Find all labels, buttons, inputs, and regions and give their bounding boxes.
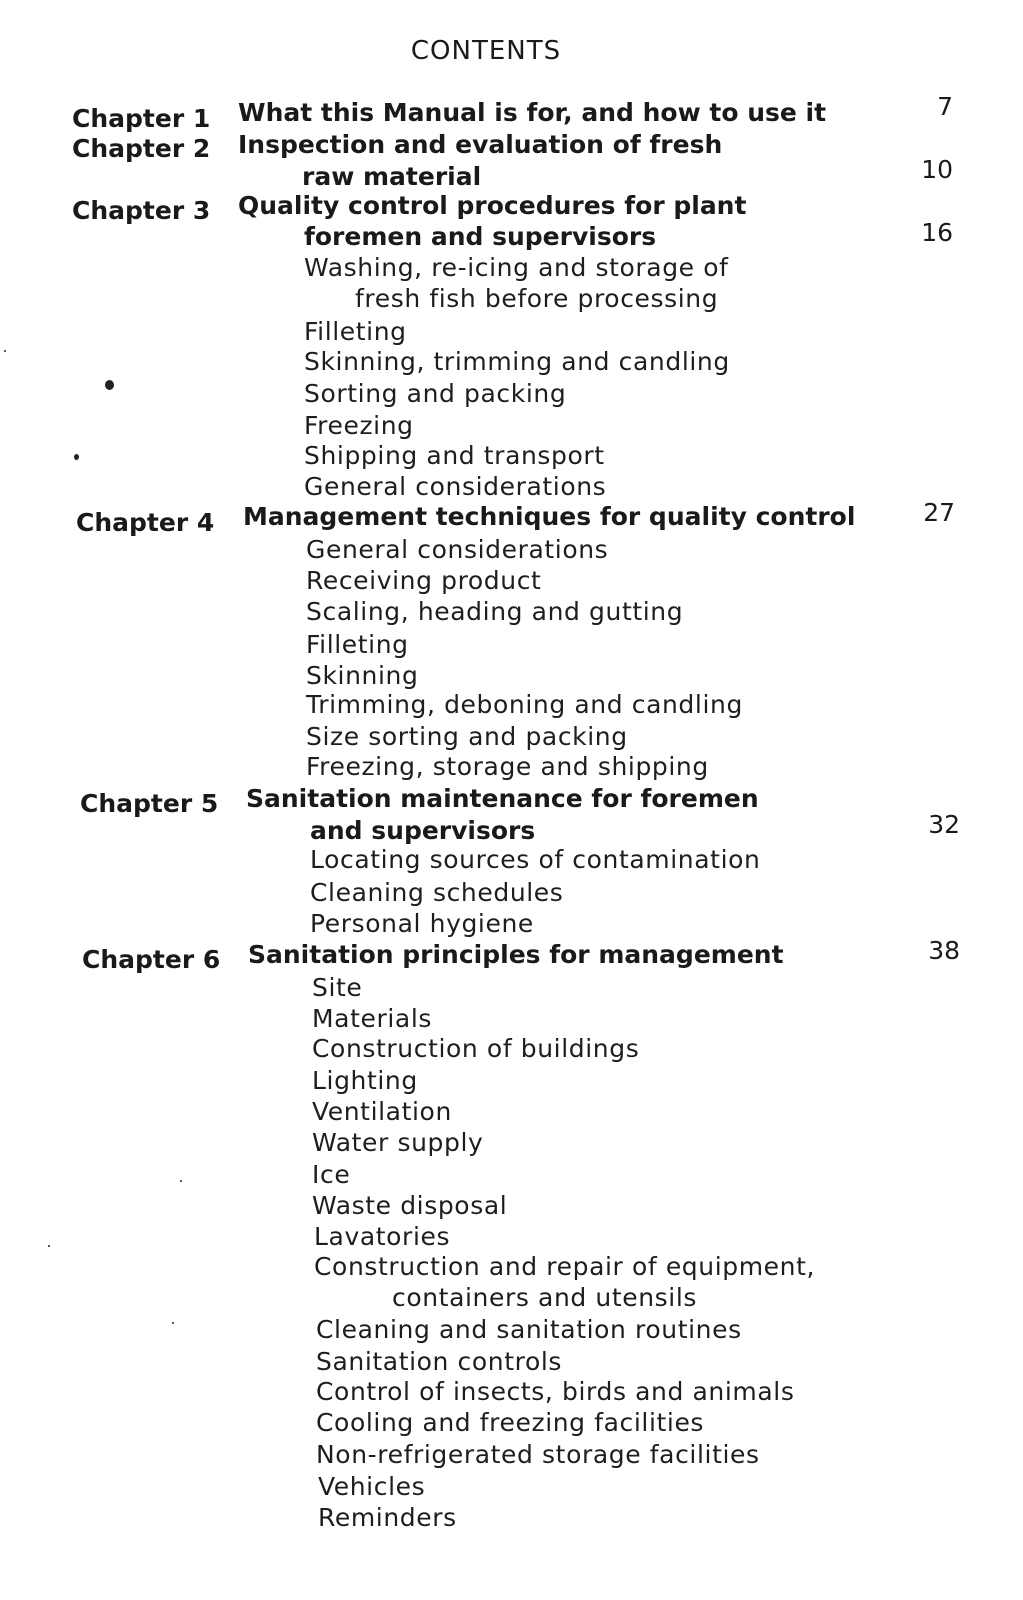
chapter-6-section: Construction and repair of equipment, <box>314 1252 816 1281</box>
chapter-2-page-number: 10 <box>921 155 953 184</box>
chapter-1-title: What this Manual is for, and how to use it <box>238 98 827 127</box>
chapter-3-section: Freezing <box>304 411 414 440</box>
scan-speck <box>172 1322 174 1324</box>
chapter-1-page-number: 7 <box>937 92 953 121</box>
chapter-6-section: Ice <box>312 1160 351 1189</box>
chapter-5-label: Chapter 5 <box>80 789 219 818</box>
chapter-2-label: Chapter 2 <box>72 134 211 163</box>
chapter-6-page-number: 38 <box>928 936 960 965</box>
chapter-4-section: Size sorting and packing <box>306 722 628 751</box>
scan-speck <box>180 1180 182 1182</box>
chapter-2-title-line-1: Inspection and evaluation of fresh <box>238 130 723 159</box>
chapter-4-section: Skinning <box>306 661 419 690</box>
chapter-6-section: Materials <box>312 1004 432 1033</box>
scan-speck <box>4 350 6 352</box>
chapter-1-label: Chapter 1 <box>72 104 211 133</box>
chapter-4-section: Trimming, deboning and candling <box>306 690 743 719</box>
chapter-4-page-number: 27 <box>923 498 955 527</box>
chapter-5-section: Locating sources of contamination <box>310 845 761 874</box>
chapter-2-title-line-2: raw material <box>302 162 482 191</box>
chapter-6-section: containers and utensils <box>392 1283 698 1312</box>
chapter-6-section: Control of insects, birds and animals <box>316 1377 795 1406</box>
chapter-6-section: Lavatories <box>314 1222 451 1251</box>
scan-speck <box>74 454 79 460</box>
chapter-6-section: Vehicles <box>318 1472 426 1501</box>
chapter-3-section: Sorting and packing <box>304 379 567 408</box>
chapter-6-section: Water supply <box>312 1128 484 1157</box>
chapter-6-section: Lighting <box>312 1066 418 1095</box>
chapter-6-section: Cooling and freezing facilities <box>316 1408 705 1437</box>
chapter-6-section: Site <box>312 973 363 1002</box>
chapter-6-title: Sanitation principles for management <box>248 940 784 969</box>
chapter-3-section: Shipping and transport <box>304 441 605 470</box>
chapter-3-section: Washing, re-icing and storage of <box>304 253 729 282</box>
chapter-5-section: Personal hygiene <box>310 909 534 938</box>
chapter-4-label: Chapter 4 <box>76 508 215 537</box>
chapter-3-title-line-2: foremen and supervisors <box>304 222 657 251</box>
chapter-3-section: Skinning, trimming and candling <box>304 347 730 376</box>
chapter-4-section: Scaling, heading and gutting <box>306 597 684 626</box>
chapter-4-section: Filleting <box>306 630 409 659</box>
chapter-4-section: Freezing, storage and shipping <box>306 752 709 781</box>
chapter-6-section: Ventilation <box>312 1097 452 1126</box>
scan-speck <box>105 380 114 390</box>
chapter-5-page-number: 32 <box>928 810 960 839</box>
chapter-6-section: Reminders <box>318 1503 457 1532</box>
chapter-3-title-line-1: Quality control procedures for plant <box>238 191 747 220</box>
chapter-3-page-number: 16 <box>921 218 953 247</box>
chapter-6-section: Waste disposal <box>312 1191 508 1220</box>
chapter-6-section: Construction of buildings <box>312 1034 640 1063</box>
chapter-3-section: Filleting <box>304 317 407 346</box>
chapter-3-section: fresh fish before processing <box>355 284 719 313</box>
chapter-3-label: Chapter 3 <box>72 196 211 225</box>
chapter-6-section: Cleaning and sanitation routines <box>316 1315 742 1344</box>
chapter-6-section: Non-refrigerated storage facilities <box>316 1440 760 1469</box>
chapter-3-section: General considerations <box>304 472 607 501</box>
scan-speck <box>48 1245 50 1247</box>
chapter-6-section: Sanitation controls <box>316 1347 563 1376</box>
page-title: CONTENTS <box>410 36 562 66</box>
chapter-4-section: Receiving product <box>306 566 542 595</box>
chapter-4-section: General considerations <box>306 535 609 564</box>
chapter-4-title: Management techniques for quality control <box>243 502 856 531</box>
chapter-5-title-line-1: Sanitation maintenance for foremen <box>246 784 759 813</box>
chapter-6-label: Chapter 6 <box>82 945 221 974</box>
chapter-5-section: Cleaning schedules <box>310 878 564 907</box>
chapter-5-title-line-2: and supervisors <box>310 816 536 845</box>
